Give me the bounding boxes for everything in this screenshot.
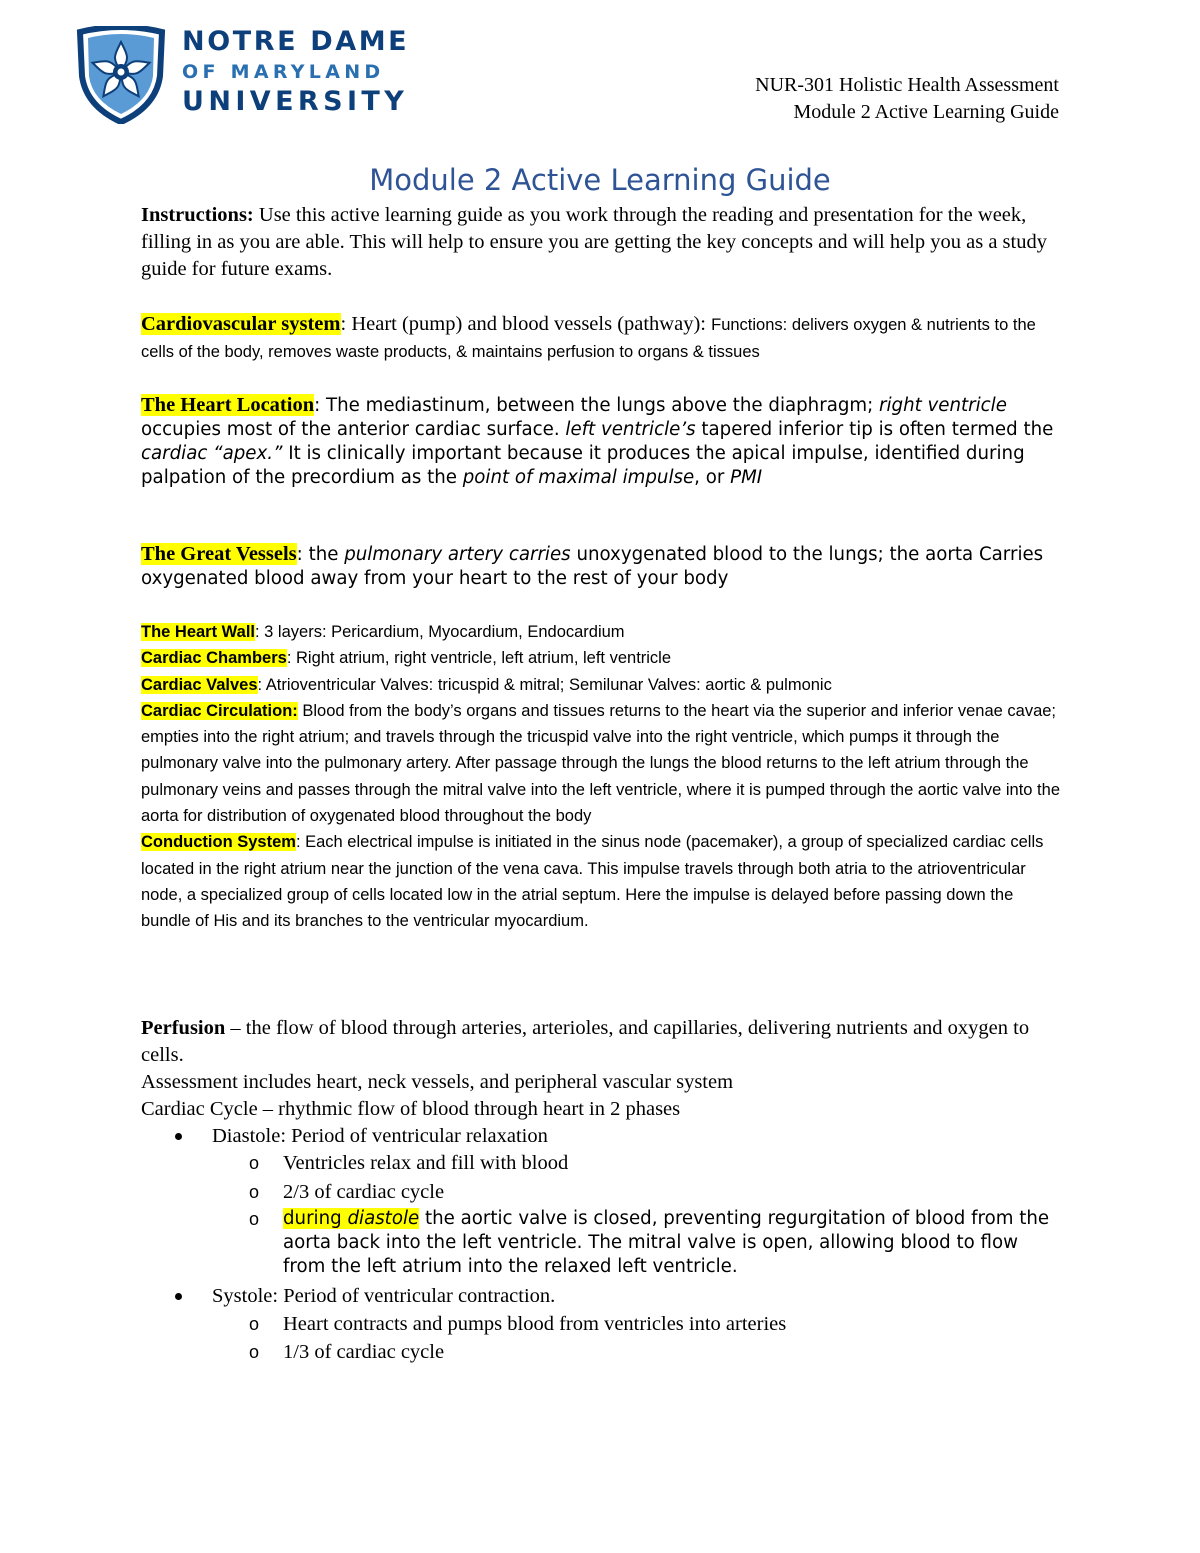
- gv-i1: pulmonary artery carries: [344, 544, 571, 565]
- logo-line-2: OF MARYLAND: [182, 61, 385, 83]
- bullet-dot: [175, 1293, 182, 1300]
- heart-location-paragraph: [141, 393, 1061, 490]
- heart-wall-text: : 3 layers: Pericardium, Myocardium, Endocardium: [255, 623, 625, 641]
- cardiac-cycle-line: Cardiac Cycle – rhythmic flow of blood through heart in 2 phases: [141, 1098, 681, 1120]
- systole-item: Systole: Period of ventricular contraction.: [212, 1285, 556, 1307]
- logo-line-1: NOTRE DAME: [182, 26, 410, 57]
- diastole-hl-word: diastole: [347, 1208, 420, 1229]
- instructions-text: Use this active learning guide as you work through the reading and presentation for the week, filling in as you are able. This will help to ensure you are getting the key concepts and will help you as a study guide for future exams.: [141, 204, 1047, 280]
- circulation-text: Blood from the body’s organs and tissues returns to the heart via the superior and inferior venae cavae; empties into the right atrium; and travels through the tricuspid valve into the right ventricle, which pumps it through the pulmonary valve into the pulmonary artery. After passage through the lungs the blood returns to the left atrium through the pulmonary veins and passes through the mitral valve into the left ventricle, where it is pumped through the aortic valve into the aorta for distribution of oxygenated blood throughout the body: [141, 701, 1060, 826]
- perfusion-section: [141, 1015, 1061, 1123]
- diastole-hl-during: during: [283, 1208, 348, 1229]
- systole-sub-2: 1/3 of cardiac cycle: [283, 1341, 445, 1363]
- instructions-label: Instructions:: [141, 204, 254, 226]
- perfusion-paragraph: [141, 1015, 1061, 1069]
- cardio-paragraph: [141, 311, 1061, 366]
- cardio-label: Cardiovascular system: [141, 313, 341, 335]
- sub-bullet-marker: o: [249, 1153, 260, 1173]
- chambers-line: [141, 645, 1061, 671]
- great-vessels-label: The Great Vessels: [141, 543, 297, 565]
- diastole-sub-2: 2/3 of cardiac cycle: [283, 1181, 445, 1203]
- university-logo: [76, 26, 410, 126]
- great-vessels-paragraph: [141, 542, 1061, 591]
- diastole-sub-3: [283, 1207, 1063, 1279]
- hl-t4: It is clinically important because it produces the apical impulse, identified during palpation of the precordium as the: [141, 443, 1025, 488]
- hl-i5: PMI: [730, 467, 763, 488]
- diastole-item: Diastole: Period of ventricular relaxation: [212, 1125, 548, 1147]
- page-header: [755, 72, 1059, 126]
- shield-logo-icon: [76, 26, 166, 124]
- sub-bullet-marker: o: [249, 1314, 260, 1334]
- diastole-sub-1: Ventricles relax and fill with blood: [283, 1152, 569, 1174]
- instructions-paragraph: [141, 202, 1061, 283]
- hl-t2: occupies most of the anterior cardiac surface.: [141, 419, 566, 440]
- conduction-paragraph: [141, 829, 1061, 934]
- heart-wall-label: The Heart Wall: [141, 623, 255, 641]
- header-course: NUR-301 Holistic Health Assessment: [755, 74, 1059, 96]
- assessment-line: Assessment includes heart, neck vessels, and peripheral vascular system: [141, 1071, 734, 1093]
- cardio-text-2: Functions: delivers oxygen & nutrients to the cells of the body, removes waste products, & maintains perfusion to organs & tissues: [141, 316, 1036, 361]
- header-module: Module 2 Active Learning Guide: [793, 101, 1059, 123]
- conduction-label: Conduction System: [141, 833, 296, 852]
- perfusion-label: Perfusion: [141, 1017, 226, 1039]
- logo-line-3: UNIVERSITY: [182, 86, 409, 117]
- page-title: Module 2 Active Learning Guide: [369, 163, 831, 197]
- perfusion-text: – the flow of blood through arteries, arterioles, and capillaries, delivering nutrients and oxygen to cells.: [141, 1017, 1030, 1066]
- hl-i3: cardiac “apex.”: [141, 443, 283, 464]
- valves-line: [141, 672, 1061, 698]
- chambers-label: Cardiac Chambers: [141, 649, 287, 668]
- sub-bullet-marker: o: [249, 1342, 260, 1362]
- hl-i1: right ventricle: [879, 395, 1007, 416]
- circulation-paragraph: [141, 698, 1061, 829]
- diastole-sub-3-text: the aortic valve is closed, preventing regurgitation of blood from the aorta back into the left ventricle. The mitral valve is open, allowing blood to flow from the left atrium into the relaxed left ventricle.: [283, 1208, 1050, 1277]
- heart-wall-line: [141, 619, 1061, 645]
- hl-t5: , or: [694, 467, 731, 488]
- gv-t1: : the: [296, 544, 345, 565]
- sub-bullet-marker: o: [249, 1182, 260, 1202]
- valves-text: : Atrioventricular Valves: tricuspid & mitral; Semilunar Valves: aortic & pulmonic: [257, 675, 832, 694]
- bullet-dot: [175, 1133, 182, 1140]
- hl-i4: point of maximal impulse: [462, 467, 695, 488]
- hl-t3: tapered inferior tip is often termed the: [695, 419, 1054, 440]
- gv-t2: unoxygenated blood to the lungs; the aorta Carries oxygenated blood away from your heart to the rest of your body: [141, 544, 1044, 589]
- cardio-text-1: : Heart (pump) and blood vessels (pathway):: [340, 313, 712, 335]
- conduction-text: : Each electrical impulse is initiated in the sinus node (pacemaker), a group of specialized cardiac cells located in the right atrium near the junction of the vena cava. This impulse travels through both atria to the atrioventricular node, a specialized group of cells located low in the atrial septum. Here the impulse is delayed before passing down the bundle of His and its branches to the ventricular myocardium.: [141, 833, 1044, 931]
- valves-label: Cardiac Valves: [141, 675, 258, 694]
- sub-bullet-marker: o: [249, 1209, 260, 1229]
- heart-location-label: The Heart Location: [141, 394, 315, 416]
- heart-details-section: [141, 619, 1061, 935]
- chambers-text: : Right atrium, right ventricle, left atrium, left ventricle: [286, 649, 672, 668]
- systole-sub-1: Heart contracts and pumps blood from ventricles into arteries: [283, 1313, 787, 1335]
- hl-i2: left ventricle’s: [565, 419, 696, 440]
- circulation-label: Cardiac Circulation:: [141, 701, 298, 720]
- hl-t1: : The mediastinum, between the lungs above the diaphragm;: [314, 395, 880, 416]
